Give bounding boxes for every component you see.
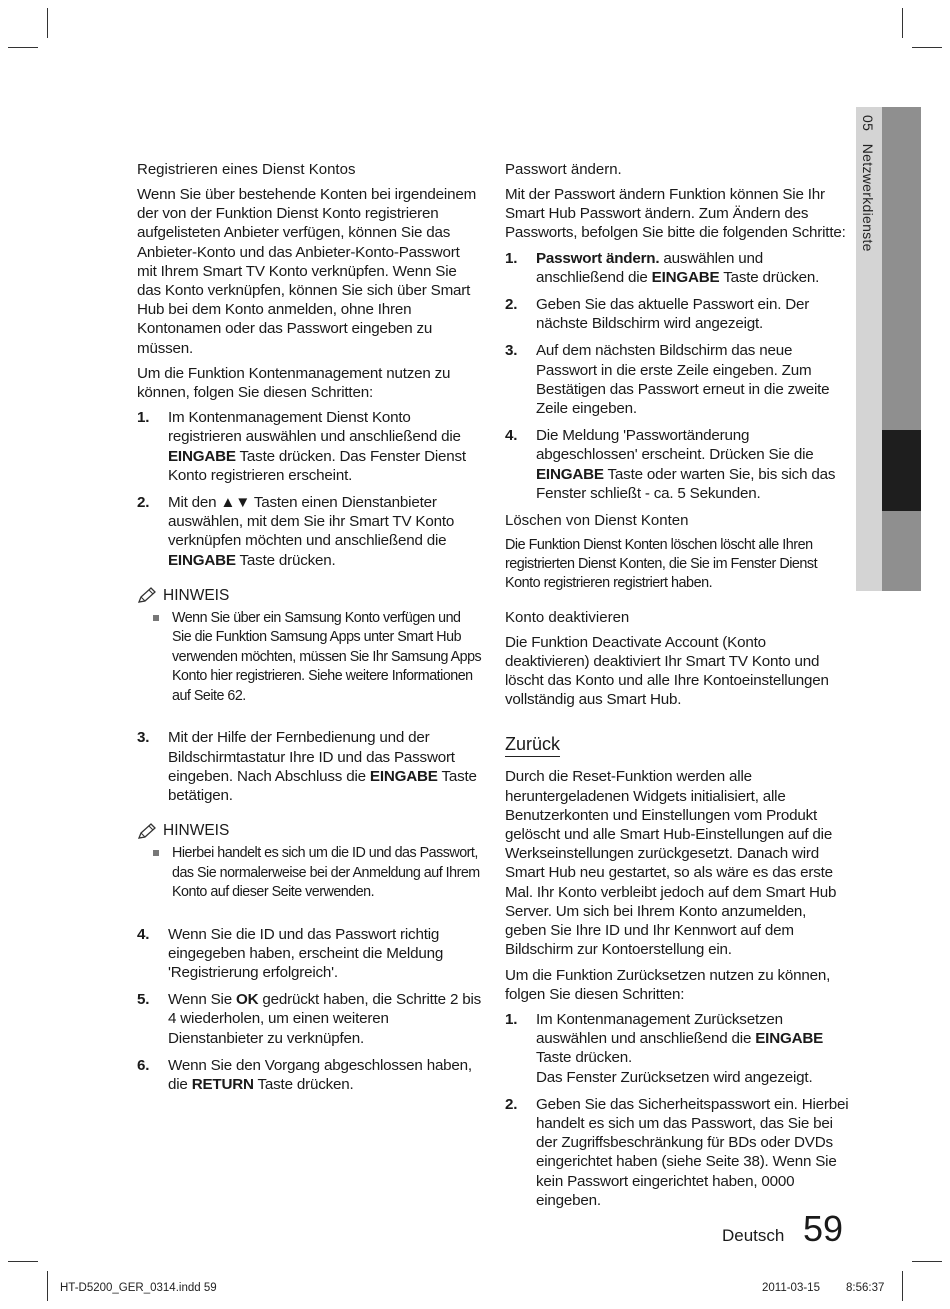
crop-mark [902, 8, 903, 38]
chapter-tab-dark [882, 107, 921, 591]
chapter-title: Netzwerkdienste [860, 143, 876, 252]
note-title [137, 586, 482, 605]
chapter-tab-label [860, 115, 876, 252]
step-text: gedrückt haben, die Schritte 2 bis 4 wiederholen, um einen weiteren Dienstanbieter zu verknüpfen. [168, 991, 482, 1047]
step-text: Taste betätigen. [168, 767, 477, 804]
steps-list [137, 408, 482, 570]
step-text: Die Meldung 'Passwortänderung abgeschlossen' erscheint. Drücken Sie die [536, 427, 814, 464]
list-item [137, 493, 482, 570]
paragraph: Die Funktion Deactivate Account (Konto deaktivieren) deaktiviert Ihr Smart TV Konto und löscht das Konto und alle Ihre Kontoeinstellungen vollständig aus Smart Hub. [505, 633, 829, 709]
left-column [137, 160, 482, 1102]
crop-mark [912, 47, 942, 48]
step-number: 3. [505, 342, 518, 360]
step-text: Wenn Sie [168, 991, 236, 1009]
step-number: 2. [505, 296, 518, 314]
list-item [137, 925, 482, 983]
step-number: 2. [505, 1095, 518, 1113]
key-name: EINGABE [755, 1030, 824, 1048]
chapter-number: 05 [860, 115, 876, 132]
step-text: Wenn Sie den Vorgang abgeschlossen haben, die [168, 1056, 472, 1094]
note-label: HINWEIS [163, 586, 230, 604]
step-number: 1. [505, 249, 518, 267]
paragraph: Mit der Passwort ändern Funktion können Sie Ihr Smart Hub Passwort ändern. Zum Ändern des Passworts, befolgen Sie bitte die folgenden Schritte: [505, 186, 846, 242]
list-item [505, 249, 850, 287]
key-name: RETURN [191, 1076, 254, 1094]
list-item [505, 1095, 850, 1210]
menu-name: Passwort ändern. [536, 249, 660, 267]
note-text: Wenn Sie über ein Samsung Konto verfügen und Sie die Funktion Samsung Apps unter Smart Hub verwenden möchten, müssen Sie Ihr Samsung Apps Konto hier registrieren. Siehe weitere Informationen auf Seite 62. [172, 609, 482, 704]
key-name: EINGABE [536, 465, 604, 483]
step-number: 4. [505, 427, 518, 445]
section-heading: Löschen von Dienst Konten [505, 512, 689, 530]
list-item [505, 426, 850, 503]
key-name: EINGABE [369, 767, 438, 785]
step-text: Im Kontenmanagement Zurücksetzen auswählen und anschließend die [536, 1010, 783, 1048]
slug-time: 8:56:37 [846, 1282, 885, 1294]
step-text: Mit den ▲▼ Tasten einen Dienstanbieter auswählen, mit dem Sie ihr Smart TV Konto verknüpfen möchten und anschließend die [168, 494, 455, 550]
crop-mark [8, 1261, 38, 1262]
step-number: 1. [505, 1010, 518, 1028]
step-number: 4. [137, 925, 150, 943]
note-item [137, 844, 482, 903]
crop-mark [912, 1261, 942, 1262]
step-text: Taste drücken. [536, 1049, 632, 1067]
step-number: 5. [137, 991, 150, 1009]
step-text: Taste drücken. [719, 268, 820, 286]
crop-mark [47, 1271, 48, 1301]
slug-date: 2011-03-15 [762, 1282, 820, 1294]
step-text: Auf dem nächsten Bildschirm das neue Passwort in die erste Zeile eingeben. Zum Bestätigen das Passwort erneut in die zweite Zeile eingeben. [536, 342, 830, 418]
note-text: Hierbei handelt es sich um die ID und das Passwort, das Sie normalerweise bei der Anmeldung auf Ihrem Konto auf dieser Seite verwenden. [172, 845, 480, 901]
paragraph: Um die Funktion Zurücksetzen nutzen zu können, folgen Sie diesen Schritten: [505, 966, 831, 1003]
step-text: auswählen und anschließend die [536, 249, 764, 286]
right-column [505, 160, 850, 1218]
step-text: Taste oder warten Sie, bis sich das Fenster schließt - ca. 5 Sekunden. [536, 465, 836, 502]
step-text: Geben Sie das aktuelle Passwort ein. Der nächste Bildschirm wird angezeigt. [536, 296, 810, 333]
step-number: 1. [137, 409, 150, 427]
paragraph: Durch die Reset-Funktion werden alle heruntergeladenen Widgets initialisiert, alle Benutzerkonten und Einstellungen vom Produkt gelöscht und alle Smart Hub-Einstellungen auf die Werkseinstellungen zurückgesetzt. Danach wird Smart Hub neu gestartet, so als wäre es das erste Mal. Ihr Konto verbleibt jedoch auf dem Smart Hub Server. Um sich bei Ihrem Konto anzumelden, geben Sie Ihre ID und Ihr Kennwort auf dem Bildschirm zur Kontoerstellung ein. [505, 768, 837, 959]
step-text: Wenn Sie die ID und das Passwort richtig eingegeben haben, erscheint die Meldung 'Registrierung erfolgreich'. [168, 925, 444, 982]
step-text: Im Kontenmanagement Dienst Konto registrieren auswählen und anschließend die [168, 409, 461, 446]
paragraph: Die Funktion Dienst Konten löschen löscht alle Ihren registrierten Dienst Konten, die Sie im Fenster Dienst Konto registrieren registriert haben. [505, 537, 818, 592]
crop-mark [8, 47, 38, 48]
slug-filename: HT-D5200_GER_0314.indd 59 [60, 1282, 217, 1294]
list-item [505, 341, 850, 418]
square-bullet-icon [153, 850, 159, 856]
footer-language: Deutsch [722, 1226, 785, 1245]
steps-list [137, 925, 482, 1095]
key-name: EINGABE [168, 551, 236, 569]
pencil-icon [137, 586, 159, 604]
section-heading-large: Zurück [505, 733, 560, 757]
note-label: HINWEIS [163, 822, 230, 840]
note-item [137, 609, 482, 707]
list-item [505, 1010, 850, 1087]
step-text: Taste drücken. [253, 1076, 354, 1094]
square-bullet-icon [153, 615, 159, 621]
note-box [137, 821, 482, 903]
chapter-tab-marker [882, 430, 921, 511]
paragraph: Wenn Sie über bestehende Konten bei irgendeinem der von der Funktion Dienst Konto registrieren aufgelisteten Anbieter verfügen, können Sie das Anbieter-Konto und das Anbieter-Konto-Passwort mit Ihrem Smart TV Konto verknüpfen. Wenn Sie das Konto verknüpfen, können Sie sich über Smart Hub bei dem Konto anmelden, ohne Ihren Kontonamen oder das Passwort eingeben zu müssen. [137, 186, 477, 357]
key-name: EINGABE [651, 268, 720, 286]
section-heading: Passwort ändern. [505, 161, 622, 178]
list-item [137, 408, 482, 485]
key-name: EINGABE [168, 447, 236, 465]
steps-list [505, 1010, 850, 1210]
crop-mark [902, 1271, 903, 1301]
list-item [137, 1056, 482, 1094]
step-number: 3. [137, 729, 150, 747]
list-item [505, 295, 850, 333]
steps-list [505, 249, 850, 503]
step-text: Taste drücken. Das Fenster Dienst Konto registrieren erscheint. [168, 447, 466, 484]
crop-mark [47, 8, 48, 38]
step-text: Das Fenster Zurücksetzen wird angezeigt. [536, 1068, 813, 1086]
step-text: Taste drücken. [235, 551, 336, 569]
note-title [137, 821, 482, 840]
section-heading: Konto deaktivieren [505, 608, 630, 626]
pencil-icon [137, 822, 159, 840]
section-heading: Registrieren eines Dienst Kontos [137, 161, 356, 178]
step-text: Geben Sie das Sicherheitspasswort ein. Hierbei handelt es sich um das Passwort, das Sie bei der Zugriffsbeschränkung für BDs oder DVDs eingerichtet haben (siehe Seite 38). Wenn Sie kein Passwort eingerichtet haben, 0000 eingeben. [536, 1095, 849, 1209]
note-box [137, 586, 482, 707]
list-item [137, 728, 482, 805]
step-number: 6. [137, 1056, 150, 1074]
paragraph: Um die Funktion Kontenmanagement nutzen zu können, folgen Sie diesen Schritten: [137, 364, 451, 402]
key-name: OK [236, 991, 259, 1009]
step-number: 2. [137, 494, 150, 512]
step-text: Mit der Hilfe der Fernbedienung und der Bildschirmtastatur Ihre ID und das Passwort eingeben. Nach Abschluss die [168, 729, 455, 785]
page-number: 59 [803, 1208, 844, 1249]
steps-list [137, 728, 482, 805]
list-item [137, 990, 482, 1048]
